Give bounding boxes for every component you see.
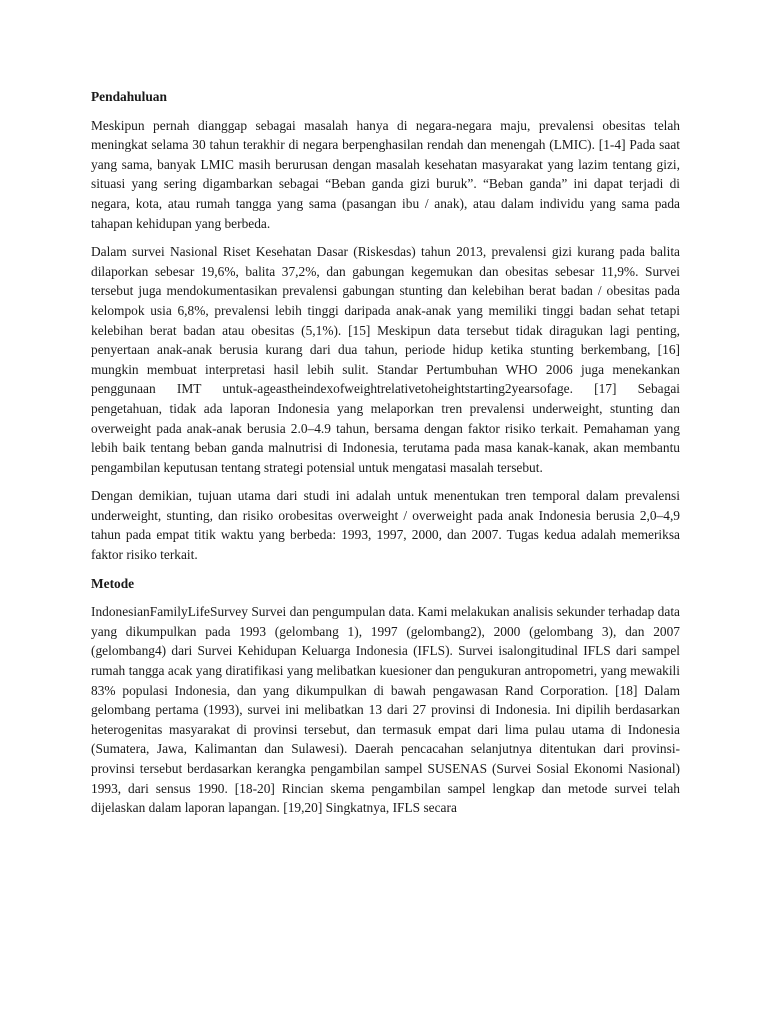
paragraph: Meskipun pernah dianggap sebagai masalah hanya di negara-negara maju, prevalensi obesitas telah meningkat selama 30 tahun terakhir di negara berpenghasilan rendah dan menengah (LMIC). [1-4] Pada saat yang sama, banyak LMIC masih berurusan dengan masalah kesehatan masyarakat yang lazim tentang gizi, situasi yang sering digambarkan sebagai “Beban ganda gizi buruk”. “Beban ganda” ini dapat terjadi di negara, kota, atau rumah tangga yang sama (pasangan ibu / anak), atau dalam individu yang sama pada tahapan kehidupan yang berbeda. bbox=[91, 117, 680, 231]
paragraph: IndonesianFamilyLifeSurvey Survei dan pengumpulan data. Kami melakukan analisis sekunder terhadap data yang dikumpulkan pada 1993 (gelombang 1), 1997 (gelombang2), 2000 (gelombang 3), dan 2007 (gelombang4) dari Survei Kehidupan Keluarga Indonesia (IFLS). Survei isalongitudinal IFLS dari sampel rumah tangga acak yang diratifikasi yang melibatkan kuesioner dan pengukuran antropometri, yang mewakili 83% populasi Indonesia, dan yang dikumpulkan di bawah pengawasan Rand Corporation. [18] Dalam gelombang pertama (1993), survei ini melibatkan 13 dari 27 provinsi di Indonesia. Ini dipilih berdasarkan heterogenitas masyarakat di provinsi tersebut, dan termasuk empat dari lima pulau utama di Indonesia (Sumatera, Jawa, Kalimantan dan Sulawesi). Daerah pencacahan selanjutnya ditentukan dari provinsi-provinsi tersebut berdasarkan kerangka pengambilan sampel SUSENAS (Survei Sosial Ekonomi Nasional) 1993, dari sensus 1990. [18-20] Rincian skema pengambilan sampel lengkap dan metode survei telah dijelaskan dalam laporan lapangan. [19,20] Singkatnya, IFLS secara bbox=[91, 604, 680, 816]
document-page bbox=[91, 87, 680, 827]
paragraph: Dalam survei Nasional Riset Kesehatan Dasar (Riskesdas) tahun 2013, prevalensi gizi kurang pada balita dilaporkan sebesar 19,6%, balita 37,2%, dan gabungan kegemukan dan obesitas sebesar 11,9%. Survei tersebut juga mendokumentasikan prevalensi gabungan stunting dan kelebihan berat badan / obesitas pada kelompok usia 6,8%, prevalensi lebih tinggi daripada anak-anak yang memiliki tinggi badan sehat tetapi kelebihan berat badan atau obesitas (5,1%). [15] Meskipun data tersebut tidak diragukan lagi penting, penyertaan anak-anak berusia kurang dari dua tahun, periode hidup ketika stunting berkembang, [16] mungkin membuat interpretasi hasil lebih sulit. Standar Pertumbuhan WHO 2006 juga menekankan penggunaan IMT untuk-ageastheindexofweightrelativetoheightstarting2yearsofage. [17] Sebagai pengetahuan, tidak ada laporan Indonesia yang melaporkan tren prevalensi underweight, stunting dan overweight pada anak-anak berusia 2.0–4.9 tahun, bersama dengan faktor risiko terkait. Pemahaman yang lebih baik tentang beban ganda malnutrisi di Indonesia, terutama pada masa kanak-kanak, akan membantu pengambilan keputusan tentang strategi potensial untuk mengatasi masalah tersebut. bbox=[91, 244, 680, 475]
section-pendahuluan bbox=[91, 87, 680, 565]
section-heading: Metode bbox=[91, 575, 135, 591]
paragraph: Dengan demikian, tujuan utama dari studi ini adalah untuk menentukan tren temporal dalam prevalensi underweight, stunting, dan risiko orobesitas overweight / overweight pada anak Indonesia berusia 2,0–4,9 tahun pada empat titik waktu yang berbeda: 1993, 1997, 2000, dan 2007. Tugas kedua adalah memeriksa faktor risiko terkait. bbox=[91, 488, 680, 563]
section-metode bbox=[91, 574, 680, 818]
section-heading: Pendahuluan bbox=[91, 89, 167, 104]
